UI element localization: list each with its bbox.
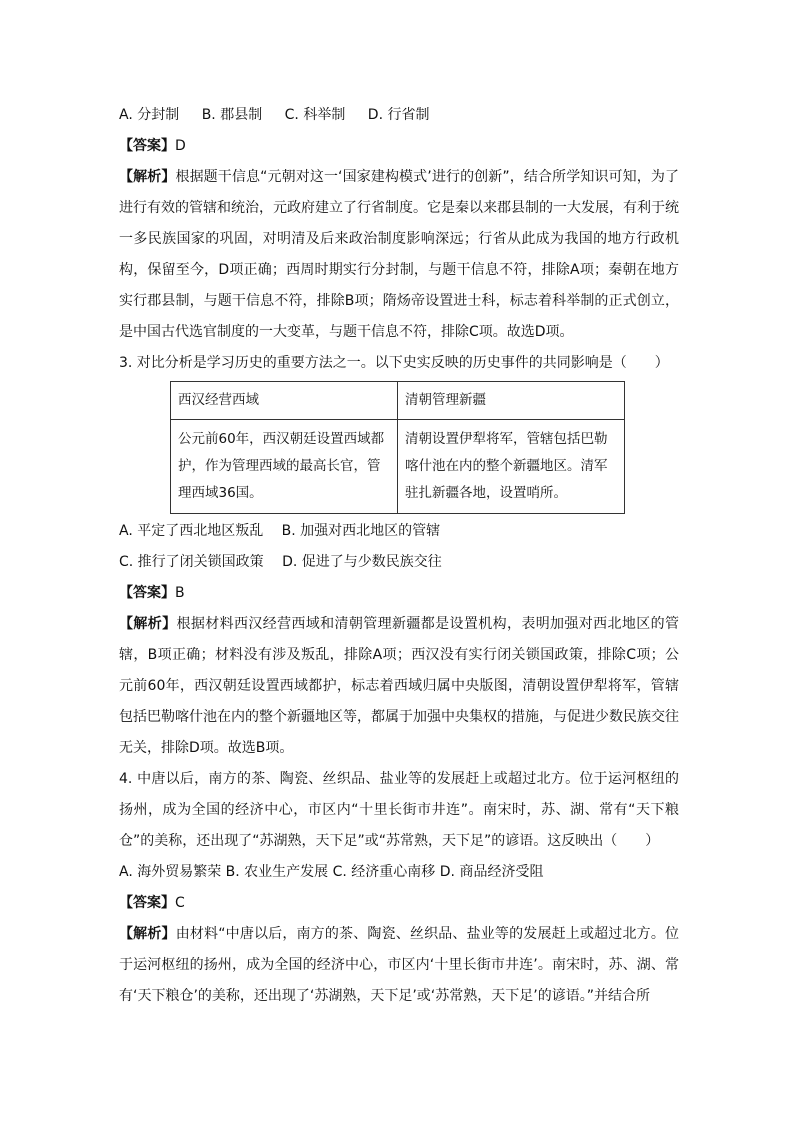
q2-analysis-label: 【解析】 bbox=[119, 169, 176, 185]
q3-answer bbox=[119, 578, 679, 609]
q4-stem: 4. 中唐以后，南方的茶、陶瓷、丝织品、盐业等的发展赶上或超过北方。位于运河枢纽的扬州，成为全国的经济中心，市区内“十里长街市井连”。南宋时，苏、湖、常有“天下粮仓”的美称，还出现了“苏湖熟，天下足”或“苏常熟，天下足”的谚语。这反映出（ ） bbox=[119, 771, 679, 849]
q4-answer bbox=[119, 888, 679, 919]
q4-answer-label: 【答案】 bbox=[119, 895, 175, 911]
q4-analysis bbox=[119, 919, 679, 1012]
q2-answer bbox=[119, 131, 679, 162]
table-row bbox=[171, 420, 625, 514]
table-cell-qing: 清朝设置伊犁将军，管辖包括巴勒喀什池在内的整个新疆地区。清军驻扎新疆各地，设置哨所。 bbox=[398, 420, 625, 514]
q4-analysis-label: 【解析】 bbox=[119, 926, 176, 942]
q2-answer-value: D bbox=[175, 138, 186, 154]
q2-options bbox=[119, 100, 679, 131]
q2-option-d: D. 行省制 bbox=[367, 107, 430, 123]
q2-answer-label: 【答案】 bbox=[119, 138, 175, 154]
q2-analysis bbox=[119, 162, 679, 348]
q4-analysis-text: 由材料“中唐以后，南方的茶、陶瓷、丝织品、盐业等的发展赶上或超过北方。位于运河枢纽的扬州，成为全国的经济中心，市区内‘十里长街市井连’。南宋时，苏、湖、常有‘天下粮仓’的美称，还出现了‘苏湖熟，天下足’或‘苏常熟，天下足’的谚语。”并结合所 bbox=[119, 926, 679, 1004]
q3-analysis-text: 根据材料西汉经营西域和清朝管理新疆都是设置机构，表明加强对西北地区的管辖，B项正确；材料没有涉及叛乱，排除A项；西汉没有实行闭关锁国政策，排除C项；公元前60年，西汉朝廷设置西域都护，标志着西域归属中央版图，清朝设置伊犁将军，管辖包括巴勒喀什池在内的整个新疆地区等，都属于加强中央集权的措施，与促进少数民族交往无关，排除D项。故选B项。 bbox=[119, 616, 680, 756]
table-header-western-han: 西汉经营西域 bbox=[171, 382, 398, 420]
q3-analysis bbox=[119, 609, 679, 764]
q3-comparison-table bbox=[170, 381, 625, 514]
table-header-row bbox=[171, 382, 625, 420]
q3-answer-label: 【答案】 bbox=[119, 585, 175, 601]
q2-analysis-text: 根据题干信息“元朝对这一‘国家建构模式’进行的创新”，结合所学知识可知，为了进行有效的管辖和统治，元政府建立了行省制度。它是秦以来郡县制的一大发展，有利于统一多民族国家的巩固，对明清及后来政治制度影响深远；行省从此成为我国的地方行政机构，保留至今，D项正确；西周时期实行分封制，与题干信息不符，排除A项；秦朝在地方实行郡县制，与题干信息不符，排除B项；隋炀帝设置进士科，标志着科举制的正式创立，是中国古代选官制度的一大变革，与题干信息不符，排除C项。故选D项。 bbox=[119, 169, 680, 340]
q4-answer-value: C bbox=[175, 895, 185, 911]
table-header-qing: 清朝管理新疆 bbox=[398, 382, 625, 420]
table-cell-western-han: 公元前60年，西汉朝廷设置西域都护，作为管理西域的最高长官，管理西域36国。 bbox=[171, 420, 398, 514]
q3-answer-value: B bbox=[175, 585, 185, 601]
q3-options-line2: C. 推行了闭关锁国政策 D. 促进了与少数民族交往 bbox=[119, 554, 442, 570]
q3-analysis-label: 【解析】 bbox=[119, 616, 177, 632]
q3-options-line1: A. 平定了西北地区叛乱 B. 加强对西北地区的管辖 bbox=[119, 523, 441, 539]
document-page bbox=[119, 100, 679, 1012]
q2-option-a: A. 分封制 bbox=[119, 107, 180, 123]
q3-stem: 3. 对比分析是学习历史的重要方法之一。以下史实反映的历史事件的共同影响是（ ） bbox=[119, 355, 669, 371]
q2-option-b: B. 郡县制 bbox=[201, 107, 263, 123]
q4-options: A. 海外贸易繁荣 B. 农业生产发展 C. 经济重心南移 D. 商品经济受阻 bbox=[119, 864, 544, 880]
q2-option-c: C. 科举制 bbox=[284, 107, 346, 123]
